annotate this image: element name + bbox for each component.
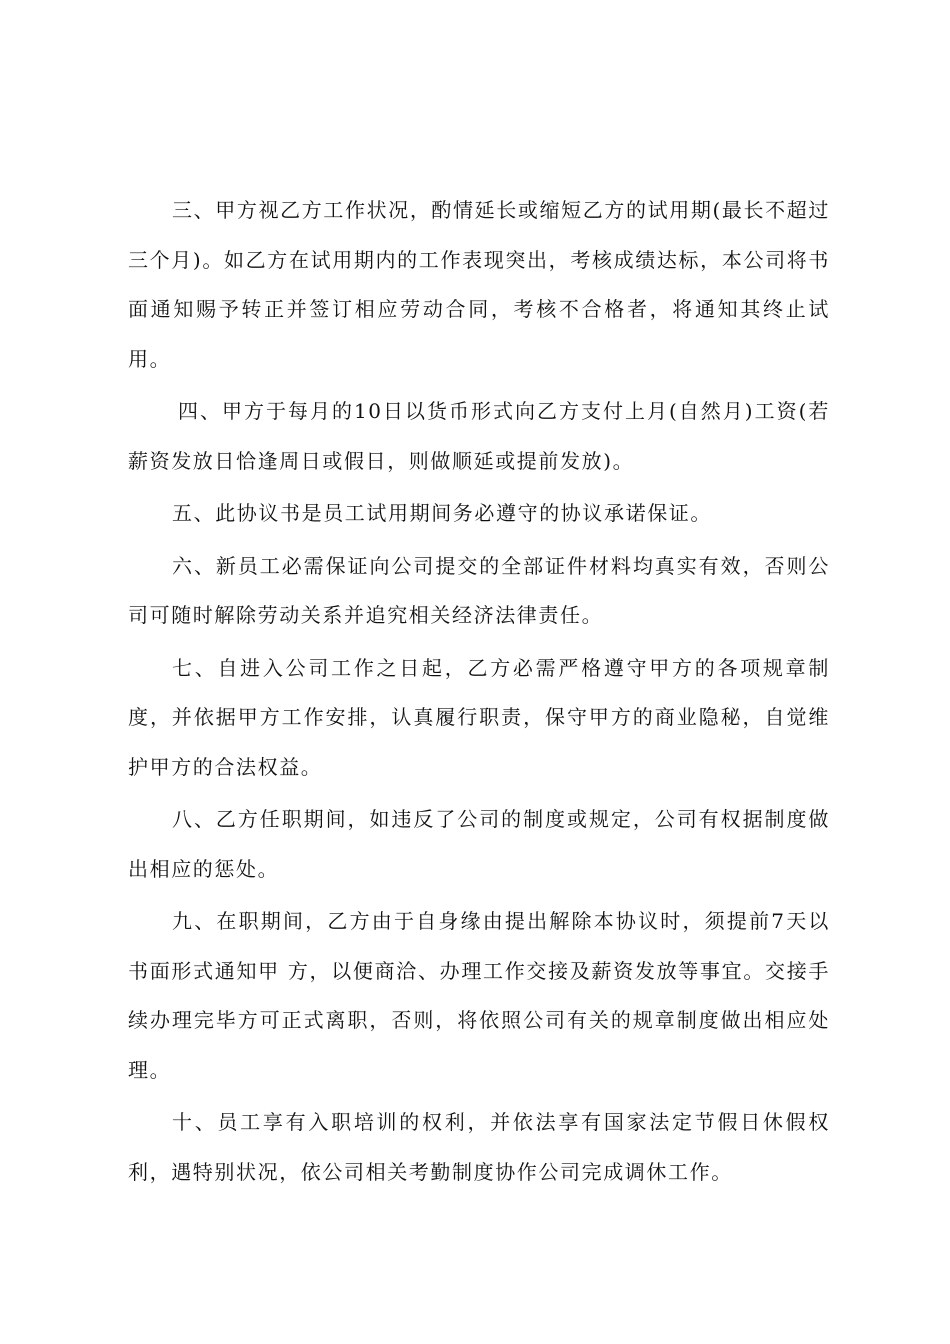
paragraph-6: 六、新员工必需保证向公司提交的全部证件材料均真实有效，否则公司可随时解除劳动关系并追究相关经济法律责任。 bbox=[128, 553, 830, 627]
paragraph-7: 七、自进入公司工作之日起，乙方必需严格遵守甲方的各项规章制度，并依据甲方工作安排，认真履行职责，保守甲方的商业隐秘，自觉维护甲方的合法权益。 bbox=[128, 655, 830, 779]
document-body bbox=[128, 186, 830, 1200]
paragraph-5: 五、此协议书是员工试用期间务必遵守的协议承诺保证。 bbox=[172, 501, 712, 525]
paragraph-3: 三、甲方视乙方工作状况，酌情延长或缩短乙方的试用期(最长不超过三个月)。如乙方在试用期内的工作表现突出，考核成绩达标，本公司将书面通知赐予转正并签订相应劳动合同，考核不合格者，将通知其终止试用。 bbox=[128, 198, 830, 371]
paragraph-9: 九、在职期间，乙方由于自身缘由提出解除本协议时，须提前7天以书面形式通知甲 方，以便商洽、办理工作交接及薪资发放等事宜。交接手续办理完毕方可正式离职，否则，将依照公司有关的规章制度做出相应处理。 bbox=[128, 909, 830, 1082]
paragraph-4: 四、甲方于每月的10日以货币形式向乙方支付上月(自然月)工资(若薪资发放日恰逢周日或假日，则做顺延或提前发放)。 bbox=[128, 399, 830, 473]
paragraph-8: 八、乙方任职期间，如违反了公司的制度或规定，公司有权据制度做出相应的惩处。 bbox=[128, 807, 830, 881]
paragraph-10: 十、员工享有入职培训的权利，并依法享有国家法定节假日休假权利，遇特别状况，依公司相关考勤制度协作公司完成调休工作。 bbox=[128, 1110, 830, 1184]
